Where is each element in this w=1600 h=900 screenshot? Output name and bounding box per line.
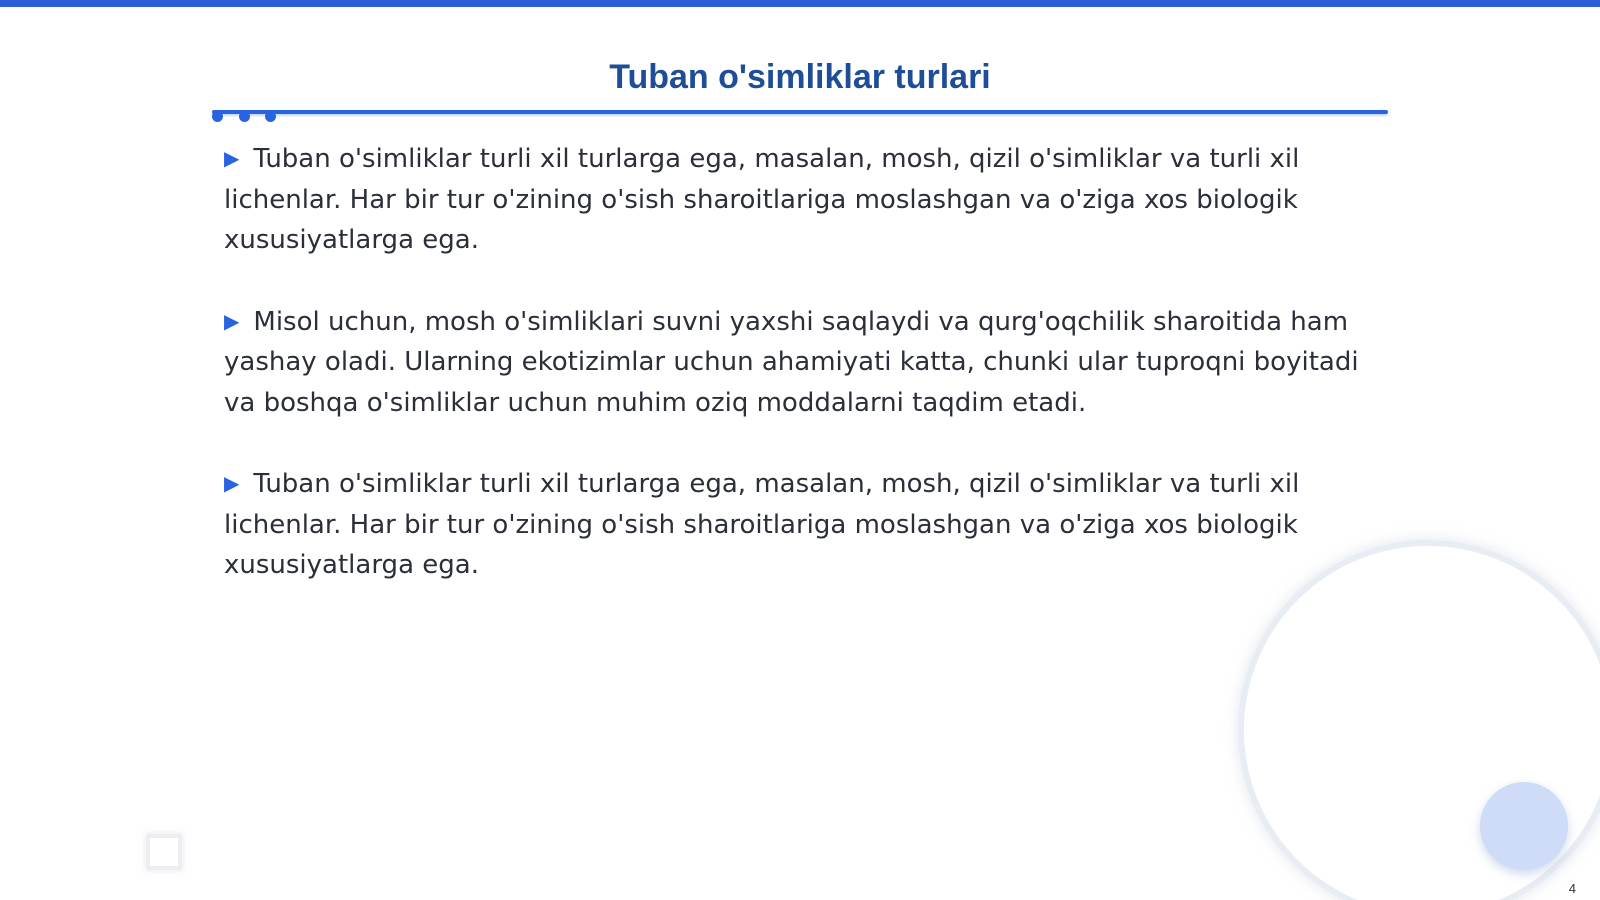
- top-accent-bar: [0, 0, 1600, 7]
- slide-body: [224, 138, 1374, 626]
- bullet-arrow-icon: ▶: [224, 146, 240, 170]
- bullet-paragraph: [224, 301, 1374, 424]
- decorative-ball: [1480, 782, 1568, 870]
- bullet-text: Misol uchun, mosh o'simliklari suvni yaxshi saqlaydi va qurg'oqchilik sharoitida ham yashay oladi. Ularning ekotizimlar uchun ahamiyati katta, chunki ular tuproqni boyitadi va boshqa o'simliklar uchun muhim oziq moddalarni taqdim etadi.: [224, 306, 1359, 418]
- bullet-text: Tuban o'simliklar turli xil turlarga ega, masalan, mosh, qizil o'simliklar va turli xil lichenlar. Har bir tur o'zining o'sish sharoitlariga moslashgan va o'ziga xos biologik xususiyatlarga ega.: [224, 469, 1300, 580]
- bullet-paragraph: [224, 463, 1374, 586]
- decorative-dot: [239, 111, 250, 122]
- bullet-arrow-icon: ▶: [224, 308, 240, 333]
- decorative-dot: [212, 111, 223, 122]
- bullet-text: Tuban o'simliklar turli xil turlarga ega, masalan, mosh, qizil o'simliklar va turli xil lichenlar. Har bir tur o'zining o'sish sharoitlariga moslashgan va o'ziga xos biologik xususiyatlarga ega.: [224, 144, 1300, 255]
- title-underline: [212, 110, 1388, 114]
- decorative-dot: [265, 111, 276, 122]
- bullet-arrow-icon: ▶: [224, 471, 240, 495]
- page-number: 4: [1568, 881, 1576, 896]
- bullet-paragraph: [224, 138, 1374, 261]
- slide-title: Tuban o'simliklar turlari: [609, 58, 991, 96]
- decorative-square: [146, 834, 182, 870]
